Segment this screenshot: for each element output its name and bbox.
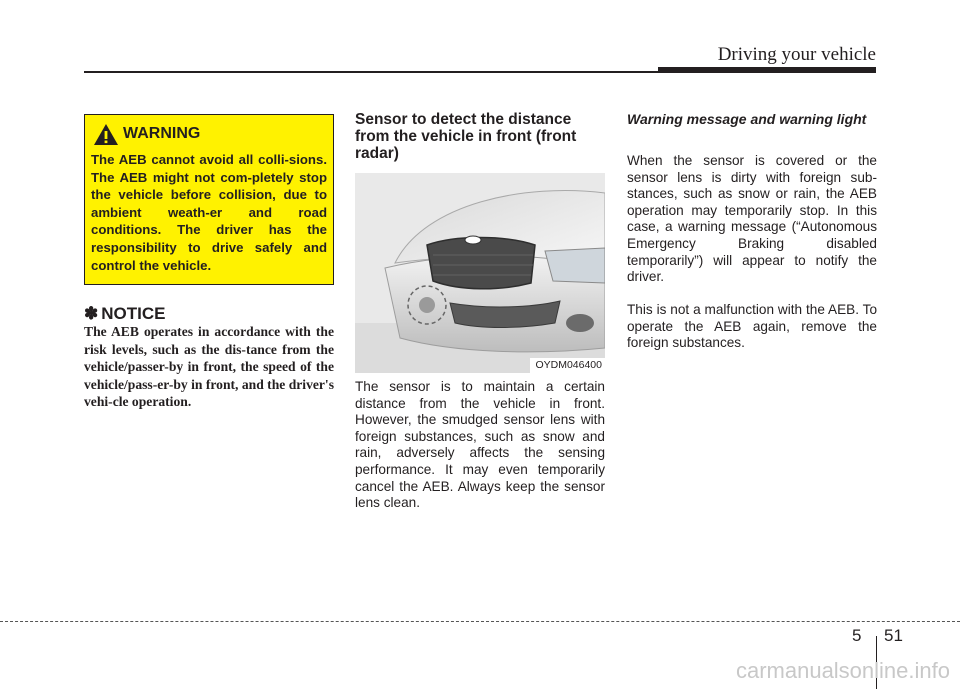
front-radar-figure [355,173,605,373]
warning-message-paragraph-2: This is not a malfunction with the AEB. To operate the AEB again, remove the foreign substances. [627,302,877,351]
watermark: carmanualsonline.info [735,658,950,683]
notice-heading [84,304,165,324]
notice-mark-icon: ✽ [84,304,99,323]
warning-message-title: Warning message and warning light [627,111,867,127]
car-front-illustration [355,173,605,373]
warning-message-paragraph-1: When the sensor is covered or the sensor lens is dirty with foreign sub-stances, such as snow or rain, the AEB operation may temporarily stop. In this case, a warning message (“Autonomous Emergency Braking disabled temporarily”) will appear to notify the driver. [627,153,877,285]
warning-title: WARNING [123,125,201,142]
notice-text: The AEB operates in accordance with the risk levels, such as the dis-tance from the vehicle/passer-by in front, the speed of the vehicle/pass-er-by in front, and the driver's vehi-cle operation. [84,324,334,410]
chapter-number: 5 [852,626,862,645]
header-rule [84,71,664,73]
figure-code: OYDM046400 [530,358,605,373]
footer-rule [0,621,960,622]
warning-text: The AEB cannot avoid all colli-sions. The AEB might not com-pletely stop the vehicle before collision, due to ambient weath-er and road conditions. The driver has the responsibility to drive safely and control the vehicle. [91,152,327,273]
header-section-title: Driving your vehicle [717,44,876,65]
warning-box [84,114,334,285]
notice-title: NOTICE [101,304,166,323]
warning-triangle-icon [93,123,119,146]
sensor-section-title: Sensor to detect the distance from the vehicle in front (front radar) [355,111,577,162]
page-number: 51 [884,626,903,645]
header-rule-accent [658,67,876,73]
sensor-section-text: The sensor is to maintain a certain distance from the vehicle in front. However, the smudged sensor lens with foreign substances, such as snow and rain, adversely affects the sensing performance. It may even temporarily cancel the AEB. Always keep the sensor lens clean. [355,379,605,511]
